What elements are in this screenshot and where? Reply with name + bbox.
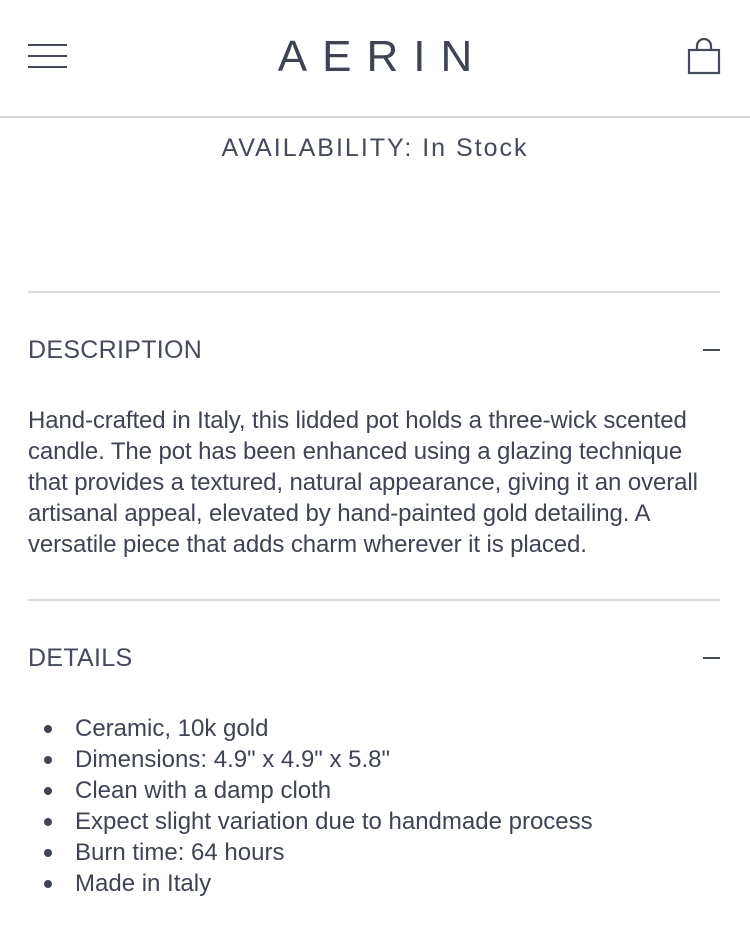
details-accordion-header[interactable] [28,638,720,678]
description-title: DESCRIPTION [28,336,203,364]
details-list-item: Clean with a damp cloth [28,775,720,806]
collapse-minus-icon[interactable] [703,657,720,659]
details-list-item: Dimensions: 4.9" x 4.9" x 5.8" [28,744,720,775]
shopping-bag-icon[interactable] [686,37,722,77]
section-divider [28,599,720,601]
details-title: DETAILS [28,644,133,672]
site-header [0,0,750,118]
availability-status: AVAILABILITY: In Stock [221,134,529,162]
section-divider [28,291,720,293]
details-list-item: Ceramic, 10k gold [28,713,720,744]
details-list-item: Burn time: 64 hours [28,837,720,868]
collapse-minus-icon[interactable] [703,349,720,351]
details-list-item: Made in Italy [28,868,720,899]
description-accordion-header[interactable] [28,330,720,370]
details-list-item: Expect slight variation due to handmade process [28,806,720,837]
brand-logo[interactable]: AERIN [277,32,488,81]
description-text: Hand-crafted in Italy, this lidded pot holds a three-wick scented candle. The pot has been enhanced using a glazing technique that provides a textured, natural appearance, giving it an overall artisanal appeal, elevated by hand-painted gold detailing. A versatile piece that adds charm wherever it is placed. [28,407,698,558]
details-list [28,713,720,899]
